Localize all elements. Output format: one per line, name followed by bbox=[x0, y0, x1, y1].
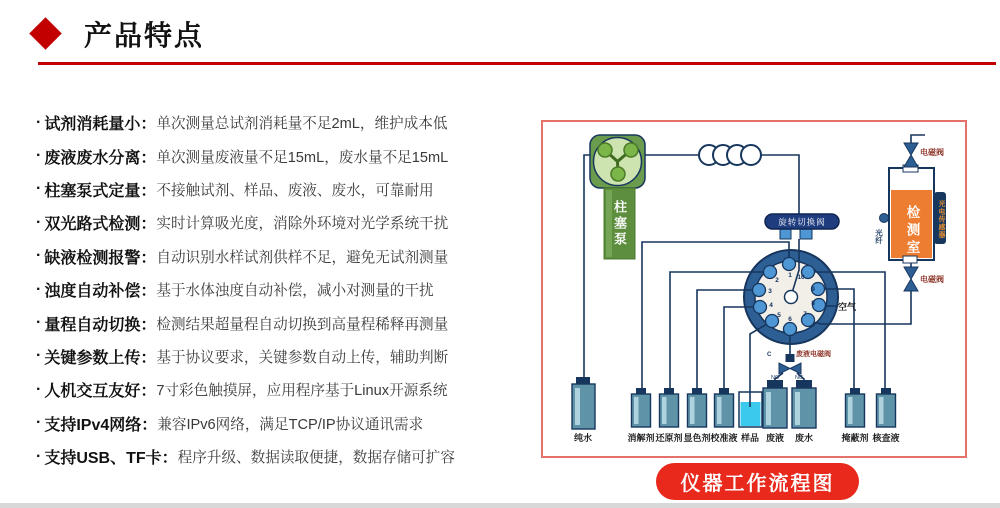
feature-desc: 基于协议要求，关键参数自动上传，辅助判断 bbox=[156, 349, 449, 366]
feature-desc: 检测结果超量程自动切换到高量程稀释再测量 bbox=[156, 316, 449, 333]
feature-item bbox=[36, 373, 531, 406]
solenoid-valve-top bbox=[904, 143, 918, 167]
bottle-label: 显色剂 bbox=[683, 433, 711, 443]
bullet: · bbox=[36, 213, 42, 231]
feature-desc: 自动识别水样试剂供样不足，避免无试剂测量 bbox=[156, 249, 449, 266]
bottle-label: 废水 bbox=[794, 433, 813, 443]
port-number: 8 bbox=[811, 300, 815, 307]
port-number: 10 bbox=[797, 274, 805, 281]
chamber-label: 检测室 bbox=[904, 204, 920, 258]
bullet: · bbox=[36, 380, 42, 398]
feature-label: 关键参数上传： bbox=[44, 349, 157, 367]
fiber-label: 光纤 bbox=[874, 228, 884, 244]
feature-item bbox=[36, 173, 531, 206]
bottle-waste bbox=[763, 380, 816, 428]
page-title: 产品特点 bbox=[84, 20, 205, 51]
feature-desc: 单次测量总试剂消耗量不足2mL，维护成本低 bbox=[156, 116, 448, 133]
feature-label: 废液废水分离： bbox=[44, 149, 157, 167]
bullet: · bbox=[36, 414, 42, 432]
flow-diagram-panel bbox=[541, 120, 967, 458]
bottle-label: 还原剂 bbox=[655, 433, 683, 443]
bottle-label: 废液 bbox=[765, 433, 784, 443]
port-number: 1 bbox=[788, 272, 792, 279]
feature-label: 浊度自动补偿： bbox=[44, 283, 157, 301]
feature-item bbox=[36, 340, 531, 373]
waste-valve-common-label: C bbox=[767, 352, 772, 358]
feature-desc: 程序升级、数据读取便捷，数据存储可扩容 bbox=[177, 450, 455, 467]
feature-item bbox=[36, 440, 531, 473]
header-rule bbox=[38, 62, 996, 65]
bottom-divider bbox=[0, 503, 1000, 508]
port-number: 4 bbox=[769, 302, 773, 309]
valve-center-port bbox=[785, 291, 798, 304]
fiber-dot bbox=[880, 214, 889, 223]
feature-label: 双光路式检测： bbox=[44, 216, 157, 234]
bullet: · bbox=[36, 347, 42, 365]
bullet: · bbox=[36, 280, 42, 298]
diagram-caption: 仪器工作流程图 bbox=[656, 463, 859, 500]
waste-valve-no-label: NO bbox=[771, 375, 780, 381]
feature-item bbox=[36, 206, 531, 239]
feature-list bbox=[36, 106, 531, 473]
feature-label: 试剂消耗量小： bbox=[44, 116, 157, 134]
feature-label: 缺液检测报警： bbox=[44, 249, 157, 267]
bottle-label: 样品 bbox=[740, 433, 759, 443]
waste-valve-nc-label: NC bbox=[795, 375, 803, 381]
feature-item bbox=[36, 139, 531, 172]
bullet: · bbox=[36, 113, 42, 131]
bottle-label: 消解剂 bbox=[627, 433, 655, 443]
feature-item bbox=[36, 306, 531, 339]
bullet: · bbox=[36, 314, 42, 332]
solenoid-valve-bottom bbox=[904, 267, 918, 291]
bottle-label: 纯水 bbox=[573, 433, 592, 443]
bullet: · bbox=[36, 147, 42, 165]
diamond-icon bbox=[29, 17, 62, 50]
feature-label: 柱塞泵式定量： bbox=[44, 182, 157, 200]
flow-diagram-svg bbox=[543, 122, 965, 456]
port-number: 9 bbox=[811, 286, 815, 293]
bullet: · bbox=[36, 447, 42, 465]
solenoid-top-label: 电磁阀 bbox=[920, 148, 944, 157]
mixing-coil bbox=[699, 145, 761, 165]
sensor-label: 光电传感器 bbox=[937, 199, 944, 239]
feature-item bbox=[36, 106, 531, 139]
feature-desc: 实时计算吸光度，消除外环境对光学系统干扰 bbox=[156, 216, 449, 233]
feature-desc: 7寸彩色触摸屏，应用程序基于Linux开源系统 bbox=[156, 383, 448, 400]
port-number: 7 bbox=[803, 311, 807, 318]
port-number: 6 bbox=[788, 316, 792, 323]
valve-name-label: 旋转切换阀 bbox=[778, 216, 826, 227]
feature-label: 人机交互友好： bbox=[44, 383, 157, 401]
feature-label: 支持IPv4网络： bbox=[44, 416, 158, 434]
feature-desc: 不接触试剂、样品、废液、废水，可靠耐用 bbox=[156, 182, 434, 199]
feature-item bbox=[36, 240, 531, 273]
feature-item bbox=[36, 407, 531, 440]
feature-desc: 基于水体浊度自动补偿，减小对测量的干扰 bbox=[156, 283, 434, 300]
feature-desc: 单次测量废液量不足15mL，废水量不足15mL bbox=[156, 149, 449, 166]
bottle-label: 核查液 bbox=[872, 433, 900, 443]
bottle-label: 掩蔽剂 bbox=[841, 433, 869, 443]
air-port-label: 空气 bbox=[838, 302, 857, 312]
feature-label: 支持USB、TF卡： bbox=[44, 450, 178, 468]
waste-valve-label: 废液电磁阀 bbox=[796, 351, 831, 358]
bottle-label: 校准液 bbox=[710, 433, 738, 443]
solenoid-bottom-label: 电磁阀 bbox=[920, 275, 944, 284]
pump-label: 柱塞泵 bbox=[612, 200, 627, 248]
port-number: 5 bbox=[777, 312, 781, 319]
feature-label: 量程自动切换： bbox=[44, 316, 157, 334]
feature-item bbox=[36, 273, 531, 306]
bullet: · bbox=[36, 247, 42, 265]
bottle-pure-water bbox=[572, 377, 595, 429]
feature-desc: 兼容IPv6网络，满足TCP/IP协议通讯需求 bbox=[157, 416, 424, 433]
port-number: 2 bbox=[775, 277, 779, 284]
port-number: 3 bbox=[768, 288, 772, 295]
bullet: · bbox=[36, 180, 42, 198]
